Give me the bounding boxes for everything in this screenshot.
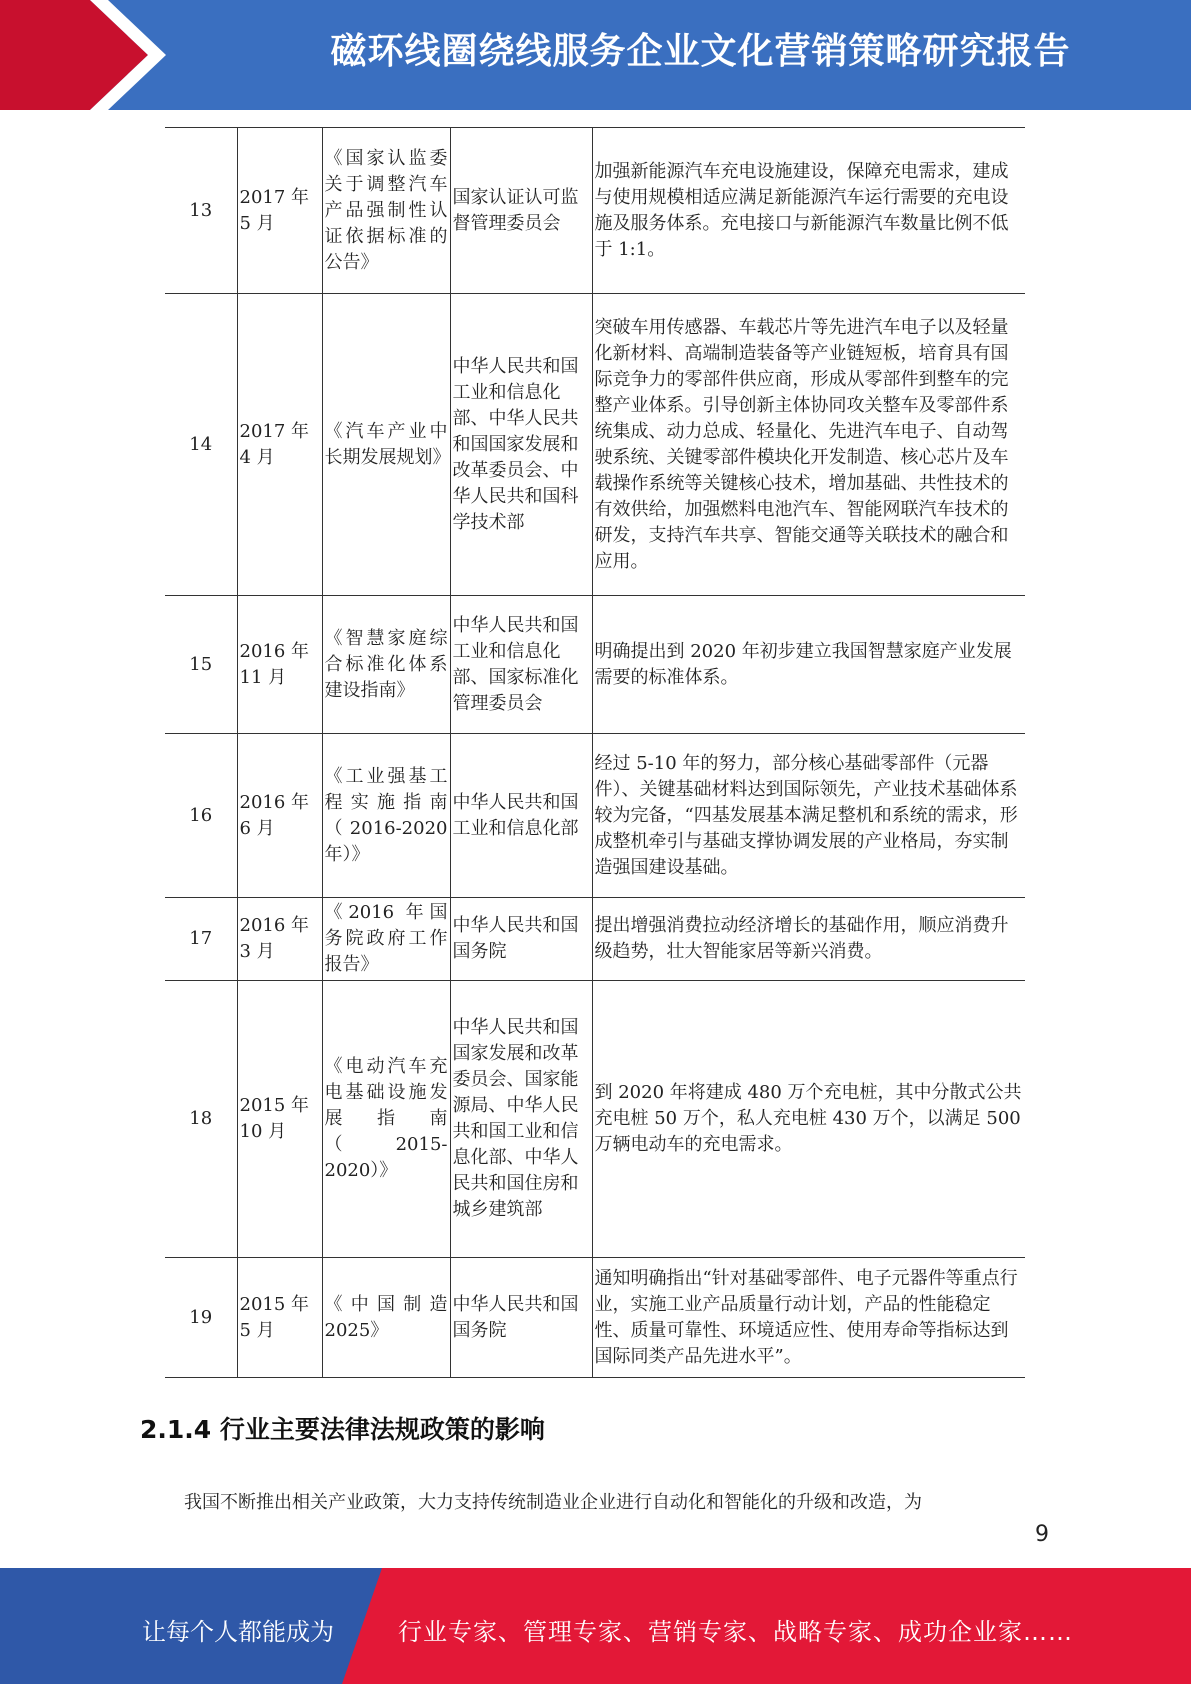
row-issuer: 中华人民共和国国务院 (450, 898, 592, 981)
table-row (165, 1258, 1025, 1378)
row-issuer: 中华人民共和国国家发展和改革委员会、国家能源局、中华人民共和国工业和信息化部、中华人民共和国住房和城乡建筑部 (450, 981, 592, 1258)
row-document: 《中国制造 2025》 (322, 1258, 450, 1378)
footer-slogan-left: 让每个人都能成为 (142, 1618, 334, 1646)
table-row (165, 981, 1025, 1258)
table-row (165, 294, 1025, 596)
row-date: 2015 年 5 月 (237, 1258, 322, 1378)
row-number: 13 (165, 128, 237, 294)
row-issuer: 中华人民共和国工业和信息化部、国家标准化管理委员会 (450, 596, 592, 734)
row-date: 2016 年 11 月 (237, 596, 322, 734)
row-date: 2016 年 6 月 (237, 734, 322, 898)
row-issuer: 中华人民共和国工业和信息化部、中华人民共和国国家发展和改革委员会、中华人民共和国科学技术部 (450, 294, 592, 596)
row-date: 2015 年 10 月 (237, 981, 322, 1258)
row-date: 2016 年 3 月 (237, 898, 322, 981)
row-number: 15 (165, 596, 237, 734)
table-row (165, 596, 1025, 734)
row-number: 19 (165, 1258, 237, 1378)
row-content: 通知明确指出“针对基础零部件、电子元器件等重点行业，实施工业产品质量行动计划，产品的性能稳定性、质量可靠性、环境适应性、使用寿命等指标达到国际同类产品先进水平”。 (592, 1258, 1025, 1378)
row-document: 《智慧家庭综合标准化体系建设指南》 (322, 596, 450, 734)
row-document: 《2016 年国务院政府工作报告》 (322, 898, 450, 981)
row-number: 18 (165, 981, 237, 1258)
row-date: 2017 年 4 月 (237, 294, 322, 596)
row-date: 2017 年 5 月 (237, 128, 322, 294)
row-issuer: 中华人民共和国工业和信息化部 (450, 734, 592, 898)
table-row (165, 734, 1025, 898)
body-paragraph: 我国不断推出相关产业政策，大力支持传统制造业企业进行自动化和智能化的升级和改造，为 (184, 1492, 922, 1513)
row-number: 16 (165, 734, 237, 898)
row-content: 明确提出到 2020 年初步建立我国智慧家庭产业发展需要的标准体系。 (592, 596, 1025, 734)
page-header (0, 0, 1191, 110)
policy-table (165, 127, 1025, 1378)
row-document: 《国家认监委关于调整汽车产品强制性认证依据标准的公告》 (322, 128, 450, 294)
table-row (165, 898, 1025, 981)
row-document: 《汽车产业中长期发展规划》 (322, 294, 450, 596)
row-content: 突破车用传感器、车载芯片等先进汽车电子以及轻量化新材料、高端制造装备等产业链短板，培育具有国际竞争力的零部件供应商，形成从零部件到整车的完整产业体系。引导创新主体协同攻关整车及零部件系统集成、动力总成、轻量化、先进汽车电子、自动驾驶系统、关键零部件模块化开发制造、核心芯片及车载操作系统等关键核心技术，增加基础、共性技术的有效供给，加强燃料电池汽车、智能网联汽车技术的研发，支持汽车共享、智能交通等关联技术的融合和应用。 (592, 294, 1025, 596)
row-content: 加强新能源汽车充电设施建设，保障充电需求，建成与使用规模相适应满足新能源汽车运行需要的充电设施及服务体系。充电接口与新能源汽车数量比例不低于 1:1。 (592, 128, 1025, 294)
row-document: 《工业强基工程实施指南（2016-2020 年）》 (322, 734, 450, 898)
page-number: 9 (1035, 1522, 1049, 1547)
row-number: 17 (165, 898, 237, 981)
row-number: 14 (165, 294, 237, 596)
row-content: 经过 5-10 年的努力，部分核心基础零部件（元器件）、关键基础材料达到国际领先，产业技术基础体系较为完备，“四基发展基本满足整机和系统的需求，形成整机牵引与基础支撑协调发展的产业格局，夯实制造强国建设基础。 (592, 734, 1025, 898)
row-issuer: 国家认证认可监督管理委员会 (450, 128, 592, 294)
row-document: 《电动汽车充电基础设施发展指南（2015-2020）》 (322, 981, 450, 1258)
row-issuer: 中华人民共和国国务院 (450, 1258, 592, 1378)
report-title: 磁环线圈绕线服务企业文化营销策略研究报告 (330, 31, 1071, 72)
section-heading: 2.1.4 行业主要法律法规政策的影响 (140, 1415, 545, 1444)
footer-slogan-right: 行业专家、管理专家、营销专家、战略专家、成功企业家…… (398, 1618, 1073, 1646)
row-content: 到 2020 年将建成 480 万个充电桩，其中分散式公共充电桩 50 万个，私人充电桩 430 万个，以满足 500 万辆电动车的充电需求。 (592, 981, 1025, 1258)
row-content: 提出增强消费拉动经济增长的基础作用，顺应消费升级趋势，壮大智能家居等新兴消费。 (592, 898, 1025, 981)
table-row (165, 128, 1025, 294)
